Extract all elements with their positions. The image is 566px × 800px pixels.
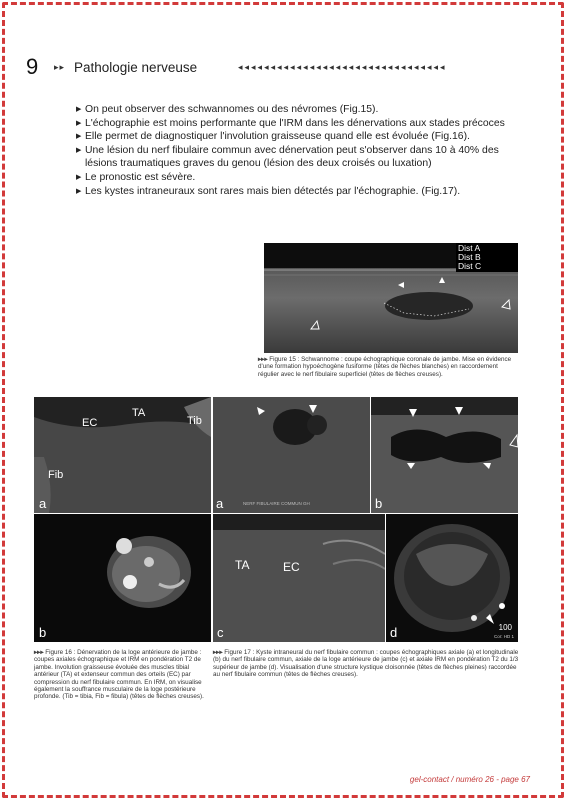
section-title: Pathologie nerveuse [74,60,198,75]
label-ec: EC [82,417,98,429]
figure-17c-ultrasound [213,514,385,642]
panel-c-label: c [217,625,224,640]
figure-16b-mri [34,514,211,642]
panel-a-label: a [216,496,224,511]
panel-a-label: a [39,496,47,511]
caption-text: Figure 17 : Kyste intraneural du nerf fibulaire commun : coupes échographiques axiale (a) et longitudinale (b) du nerf fibulaire commun, axiale de la loge antérieure de jambe (c) et axiale IRM en pondération T2 du 1/3 supérieur de jambe (d). Visualisation d'une structure kystique cloisonnée (têtes de flèches pleines) raccordée au nerf fibulaire commun (têtes de flèches creuses). [213,649,519,679]
page-footer: gel-contact / numéro 26 - page 67 [409,775,530,784]
section-header [26,54,542,80]
figure-17b-ultrasound [371,397,518,513]
figure-17-caption [213,649,519,679]
bullet-item: ▶ Une lésion du nerf fibulaire commun avec dénervation peut s'observer dans 10 à 40% des lésions traumatiques graves du genou (lésion des deux croisés ou luxation) [76,144,516,171]
bullet-item: ▶ L'échographie est moins performante que l'IRM dans les dénervations aux stades précoces [76,117,516,131]
panel-d-label: d [390,625,398,640]
figure-15-caption [258,356,518,378]
label-ta: TA [235,558,250,572]
figure-16a-ultrasound [34,397,211,513]
bullet-item: ▶ On peut observer des schwannomes ou des névromes (Fig.15). [76,103,516,117]
bullet-list [76,103,516,198]
mri-index: 100 [498,623,512,632]
caption-text: Figure 15 : Schwannome : coupe échographique coronale de jambe. Mise en évidence d'une formation hypoéchogène fusiforme (têtes de flèches blanches) en raccordement régulier avec le nerf fibulaire superficiel (têtes de flèches creuses). [258,356,512,378]
caption-marker: ▸▸▸ [213,649,223,656]
bullet-item: ▶ Le pronostic est sévère. [76,171,516,185]
arrow-marks-icon: ▸▸ [54,62,66,72]
dist-a-label: Dist A [458,243,481,253]
probe-caption: NERF FIBULAIRE COMMUN GH [243,501,310,506]
caption-marker: ▸▸▸ [258,356,268,363]
dist-readout [456,243,518,272]
panel-b-label: b [375,496,383,511]
arrow-decoration-icon: ◂◂◂◂◂◂◂◂◂◂◂◂◂◂◂◂◂◂◂◂◂◂◂◂◂◂◂◂◂◂◂◂ [238,62,447,72]
bullet-item: ▶ Les kystes intraneuraux sont rares mais bien détectés par l'échographie. (Fig.17). [76,185,516,199]
figure-17d-mri [386,514,518,642]
section-number: 9 [26,54,39,79]
dist-b-label: Dist B [458,252,481,262]
figure-17a-ultrasound [213,397,370,513]
label-ec: EC [283,560,300,574]
label-tib: Tib [187,415,202,427]
label-ta: TA [132,407,146,419]
mri-info: Cor: HD 1 [493,634,514,639]
figure-15-ultrasound [264,243,518,353]
label-fib: Fib [48,469,64,481]
figure-16-caption [34,649,214,701]
bullet-item: ▶ Elle permet de diagnostiquer l'involution graisseuse quand elle est évoluée (Fig.16). [76,130,516,144]
panel-b-label: b [39,625,47,640]
caption-text: Figure 16 : Dénervation de la loge antérieure de jambe : coupes axiales échographique et IRM en pondération T2 de jambe. Involution graisseuse évoluée des muscles tibial antérieur (TA) et extenseur commun des orteils (EC) par compression du nerf fibulaire commun. En IRM, on visualise également la souffrance musculaire de la loge postérieure profonde. (Tib = tibia, Fib = fibula) (têtes de flèches creuses). [34,649,204,701]
dist-c-label: Dist C [458,261,482,271]
caption-marker: ▸▸▸ [34,649,44,656]
